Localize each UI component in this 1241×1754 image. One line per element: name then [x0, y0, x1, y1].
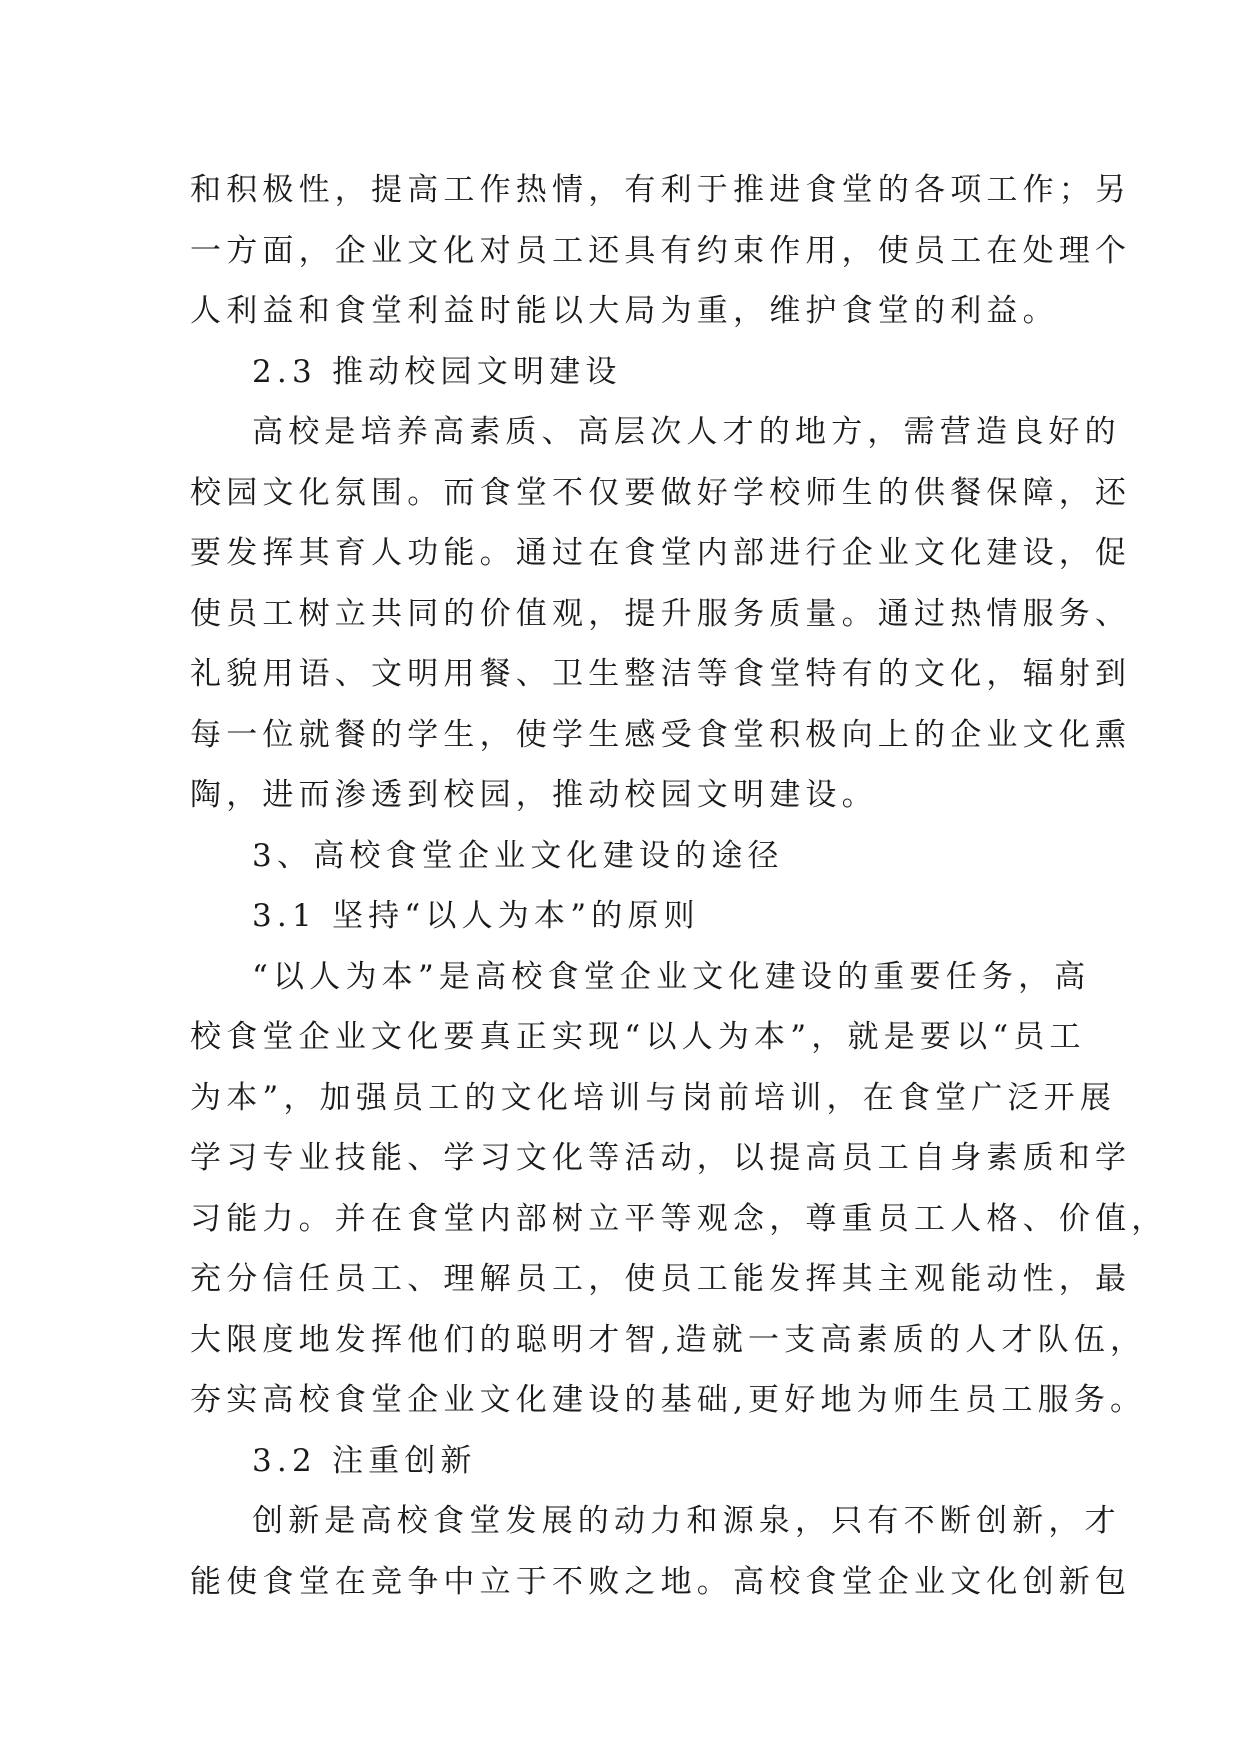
- text-line: 能使食堂在竞争中立于不败之地。高校食堂企业文化创新包: [190, 1563, 1132, 1600]
- text-line: 人利益和食堂利益时能以大局为重，维护食堂的利益。: [190, 293, 1059, 329]
- section-heading: 2.3 推动校园文明建设: [252, 353, 622, 390]
- section-heading: 3、高校食堂企业文化建设的途径: [252, 837, 784, 874]
- text-line: 校园文化氛围。而食堂不仅要做好学校师生的供餐保障，还: [190, 474, 1132, 511]
- text-line: 校食堂企业文化要真正实现“以人为本”，就是要以“员工: [190, 1019, 1086, 1055]
- text-line: 夯实高校食堂企业文化建设的基础,更好地为师生员工服务。: [190, 1382, 1147, 1418]
- text-line: 礼貌用语、文明用餐、卫生整洁等食堂特有的文化，辐射到: [190, 656, 1132, 692]
- paragraph-first-line: 创新是高校食堂发展的动力和源泉，只有不断创新，才: [252, 1503, 1121, 1539]
- text-line: 每一位就餐的学生，使学生感受食堂积极向上的企业文化熏: [190, 716, 1132, 753]
- paragraph-first-line: 高校是培养高素质、高层次人才的地方，需营造良好的: [252, 414, 1121, 450]
- text-line: 学习专业技能、学习文化等活动，以提高员工自身素质和学: [190, 1140, 1132, 1176]
- subsection-heading: 3.2 注重创新: [252, 1442, 477, 1479]
- text-line: 使员工树立共同的价值观，提升服务质量。通过热情服务、: [190, 595, 1132, 632]
- subsection-heading: 3.1 坚持“以人为本”的原则: [252, 898, 700, 934]
- text-line: 一方面，企业文化对员工还具有约束作用，使员工在处理个: [190, 232, 1132, 269]
- text-line: 和积极性，提高工作热情，有利于推进食堂的各项工作；另: [190, 172, 1132, 208]
- text-line: 大限度地发挥他们的聪明才智,造就一支高素质的人才队伍，: [190, 1321, 1147, 1358]
- text-line: 陶，进而渗透到校园，推动校园文明建设。: [190, 777, 878, 813]
- text-line: 为本”，加强员工的文化培训与岗前培训，在食堂广泛开展: [190, 1079, 1117, 1116]
- text-line: 充分信任员工、理解员工，使员工能发挥其主观能动性，最: [190, 1261, 1132, 1297]
- text-line: 要发挥其育人功能。通过在食堂内部进行企业文化建设，促: [190, 535, 1132, 571]
- document-body: [190, 160, 1168, 1612]
- paragraph-first-line: “以人为本”是高校食堂企业文化建设的重要任务，高: [252, 958, 1091, 995]
- text-line: 习能力。并在食堂内部树立平等观念，尊重员工人格、价值，: [190, 1200, 1168, 1237]
